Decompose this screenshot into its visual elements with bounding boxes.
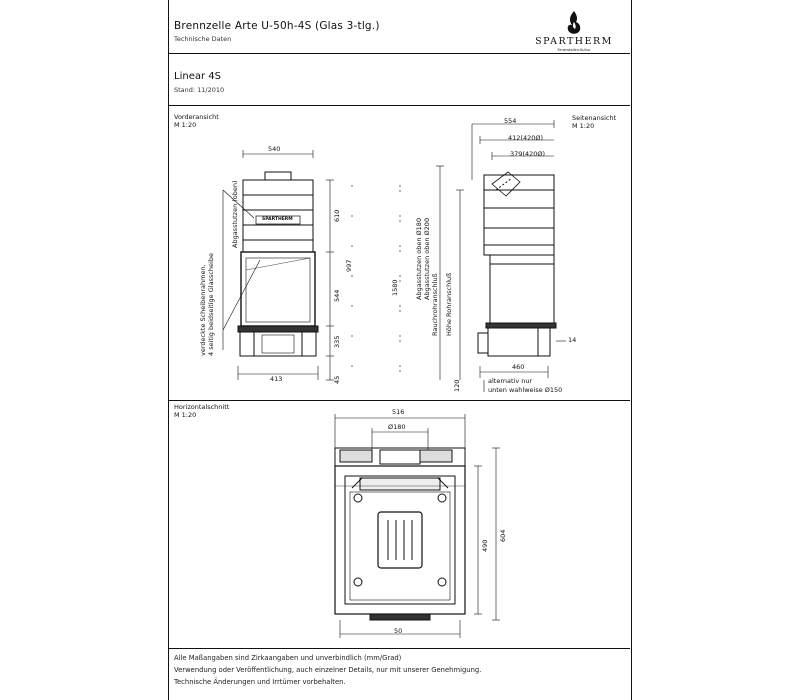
dim-side-bottom: 460 — [512, 363, 525, 371]
dim-front-glass: 544 — [333, 289, 341, 302]
dim-plan-right1: 490 — [481, 539, 489, 552]
front-view-scale: M 1:20 — [174, 121, 197, 129]
dim-plan-top: 516 — [392, 408, 405, 416]
front-note-b: 4 seitig beidseitige Glasscheibe — [207, 253, 215, 356]
side-note-c: Rauchrohranschluß — [431, 273, 439, 336]
dim-side-low: 120 — [453, 379, 461, 392]
side-note-alt-a: alternativ nur — [488, 377, 533, 385]
side-note-d: Höhe Rohranschluß — [445, 272, 453, 336]
dim-plan-flue: Ø180 — [388, 423, 406, 431]
front-badge: SPARTHERM — [262, 217, 293, 222]
model-name: Linear 4S — [174, 71, 221, 82]
plan-view-fireplace — [335, 448, 465, 620]
dim-side-top2: 412(420Ø) — [508, 134, 544, 142]
front-view-fireplace — [238, 172, 318, 356]
dim-front-top: 540 — [268, 145, 281, 153]
document-subtitle: Technische Daten — [174, 35, 232, 43]
dim-front-side2: 997 — [345, 259, 353, 272]
side-view-fireplace — [478, 172, 556, 356]
plan-view-scale: M 1:20 — [174, 411, 197, 419]
side-view-scale: M 1:20 — [572, 122, 595, 130]
side-note-b: Abgasstutzen oben Ø200 — [423, 217, 431, 300]
dim-plan-bottom: 50 — [394, 627, 403, 635]
plan-view-label: Horizontalschnitt — [174, 403, 230, 411]
dim-side-top1: 554 — [504, 117, 517, 125]
front-dimension-lines — [223, 150, 400, 380]
model-date: Stand: 11/2010 — [174, 86, 225, 94]
footer-line-3: Technische Änderungen und Irrtümer vorbehalten. — [174, 678, 346, 686]
footer-line-2: Verwendung oder Veröffentlichung, auch einzelner Details, nur mit unserer Genehmigung. — [174, 666, 482, 674]
brand-tagline: Feuerstellen-Kultur — [557, 48, 591, 52]
document-title: Brennzelle Arte U-50h-4S (Glas 3-tlg.) — [174, 20, 380, 32]
front-note-a: verdeckte Scheibenrahmen, — [199, 264, 207, 356]
dim-front-small: 45 — [333, 375, 341, 384]
dim-side-top3: 379(420Ø) — [510, 150, 546, 158]
brand-wordmark: SPARTHERM — [535, 36, 613, 47]
dim-front-side1: 610 — [333, 209, 341, 222]
front-view-label: Vorderansicht — [174, 113, 219, 121]
side-note-a: Abgasstutzen oben Ø180 — [415, 217, 423, 300]
dim-front-base: 335 — [333, 335, 341, 348]
dim-plan-right2: 604 — [499, 529, 507, 542]
dim-front-bottom: 413 — [270, 375, 283, 383]
footer-line-1: Alle Maßangaben sind Zirkaangaben und unverbindlich (mm/Grad) — [174, 654, 402, 662]
dim-side-right: 14 — [568, 336, 577, 344]
side-note-alt-b: unten wahlweise Ø150 — [488, 386, 563, 394]
front-note-c: Abgasstutzen (oben) — [231, 180, 239, 248]
side-view-label: Seitenansicht — [572, 114, 617, 122]
dim-front-total: 1580 — [391, 279, 399, 296]
